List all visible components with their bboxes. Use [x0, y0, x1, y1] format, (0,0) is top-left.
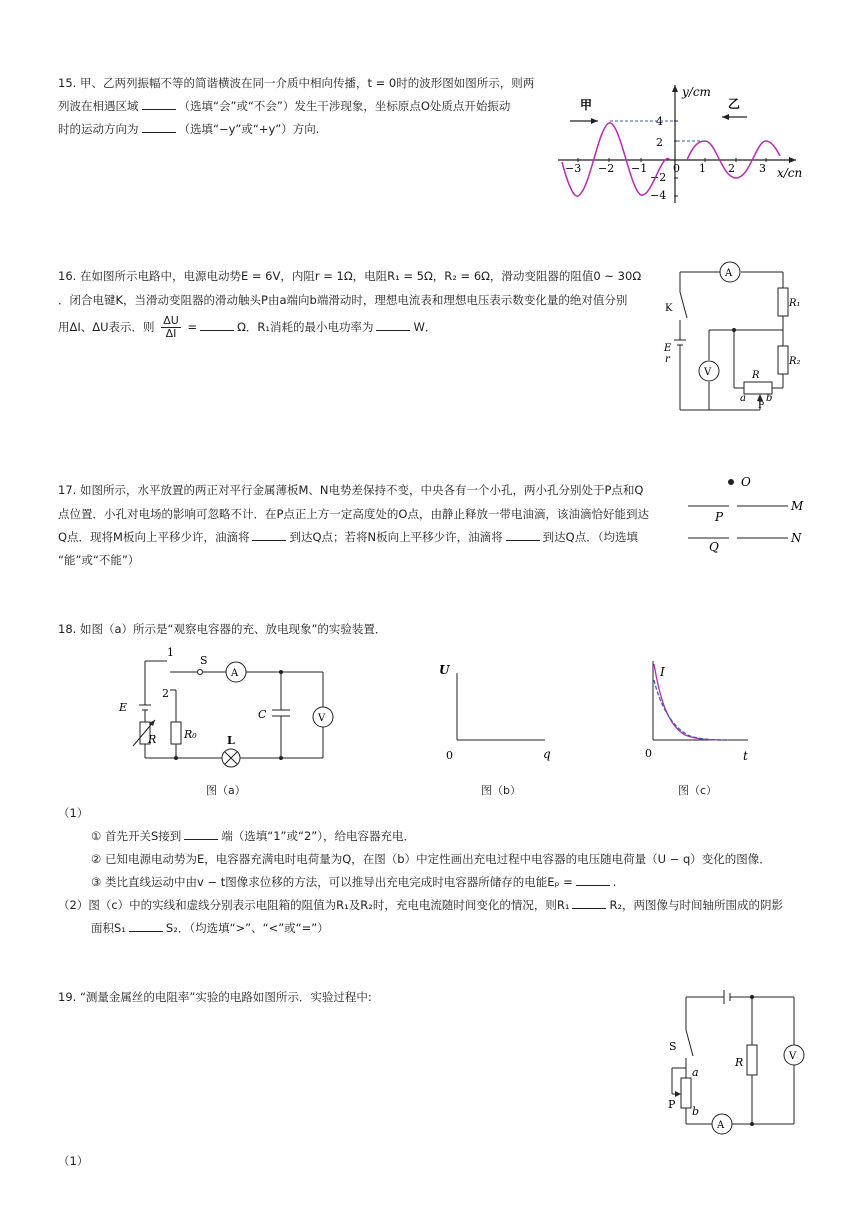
svg-text:P: P: [668, 1098, 676, 1111]
answer-blank[interactable]: [576, 875, 610, 886]
svg-text:Q: Q: [709, 540, 719, 554]
q15-line2: 列波在相遇区域 （选填“会”或“不会”）发生干涉现象，坐标原点O处质点开始振动: [58, 99, 511, 113]
svg-text:I: I: [660, 665, 665, 679]
wave-yi-label: 乙: [728, 97, 741, 111]
svg-text:R: R: [752, 370, 760, 381]
svg-text:q: q: [543, 747, 551, 761]
svg-text:−4: −4: [650, 189, 667, 202]
svg-text:1: 1: [167, 646, 174, 659]
q16-circuit-figure: [660, 260, 810, 415]
svg-text:4: 4: [656, 115, 663, 128]
q19-part1-label: （1）: [58, 1154, 89, 1168]
svg-text:2: 2: [728, 162, 735, 175]
slider-arrow-icon: [675, 1091, 681, 1097]
svg-text:−3: −3: [565, 162, 582, 175]
svg-text:R: R: [148, 733, 157, 746]
answer-blank[interactable]: [376, 320, 410, 331]
svg-text:t: t: [743, 749, 748, 763]
q19-circuit-figure: [660, 985, 810, 1135]
q18-graph-b: [435, 655, 560, 765]
svg-text:R₂: R₂: [789, 356, 801, 367]
origin-label: 0: [673, 162, 680, 175]
svg-text:b: b: [766, 393, 773, 404]
answer-blank[interactable]: [506, 530, 540, 541]
answer-blank[interactable]: [129, 921, 163, 932]
q16-line3: 用ΔI、ΔU表示．则 $\frac{\Delta U}{\Delta I}$ = Ω．R₁消耗的最小电功率为 W．: [58, 314, 437, 340]
svg-text:A: A: [725, 268, 733, 279]
svg-text:V: V: [789, 1051, 797, 1062]
answer-blank[interactable]: [184, 829, 218, 840]
fraction-denominator: ΔI: [165, 327, 177, 340]
svg-text:E: E: [119, 701, 128, 714]
current-curve-solid: [654, 664, 728, 740]
q15-line1: 15. 甲、乙两列振幅不等的简谐横波在同一介质中相向传播，t = 0时的波形图如图所示，则两: [58, 76, 535, 90]
svg-text:2: 2: [162, 687, 169, 700]
svg-text:3: 3: [759, 162, 766, 175]
svg-text:R: R: [735, 1056, 744, 1069]
svg-text:N: N: [791, 531, 802, 545]
q19-line1: 19. “测量金属丝的电阻率”实验的电路如图所示．实验过程中:: [58, 990, 372, 1004]
figure-b-caption: 图（b）: [481, 784, 521, 797]
svg-text:b: b: [692, 1105, 700, 1118]
svg-text:−1: −1: [631, 162, 648, 175]
svg-text:O: O: [741, 475, 751, 489]
svg-text:P: P: [715, 510, 724, 524]
fraction-numerator: ΔU: [163, 314, 179, 327]
q18-step2: ② 已知电源电动势为E，电容器充满电时电荷量为Q，在图（b）中定性画出充电过程中电容器的电压随电荷量（U − q）变化的图像．: [91, 852, 771, 866]
figure-c-caption: 图（c）: [678, 784, 718, 797]
current-curve-dashed: [654, 680, 728, 740]
q17-line4: “能”或“不能”）: [58, 553, 140, 567]
y-axis-label: y/cm: [682, 85, 711, 99]
svg-text:A: A: [231, 668, 239, 679]
q17-line2: 点位置．小孔对电场的影响可忽略不计．在P点正上方一定高度处的O点，由静止释放一带电油滴，该油滴恰好能到达: [58, 507, 649, 521]
q15-wave-figure: [555, 80, 815, 205]
svg-text:L: L: [227, 734, 235, 747]
svg-text:1: 1: [699, 162, 706, 175]
q18-part2-cont: 面积S₁ S₂．（均选填“>”、“<”或“=”）: [91, 921, 329, 935]
svg-text:E: E: [664, 343, 672, 354]
svg-text:0: 0: [645, 747, 652, 760]
q15-line3: 时的运动方向为 （选填“−y”或“+y”）方向.: [58, 122, 320, 136]
svg-text:R₀: R₀: [184, 728, 197, 741]
q16-line2: ．闭合电键K，当滑动变阻器的滑动触头P由a端向b端滑动时，理想电流表和理想电压表示数变化量的绝对值分别: [58, 293, 628, 307]
svg-text:U: U: [439, 663, 450, 677]
svg-text:A: A: [717, 1120, 725, 1131]
svg-text:K: K: [665, 303, 673, 314]
svg-text:a: a: [692, 1066, 699, 1079]
svg-text:−2: −2: [650, 171, 667, 184]
answer-blank[interactable]: [200, 320, 234, 331]
svg-text:S: S: [669, 1040, 677, 1053]
svg-text:V: V: [318, 713, 326, 724]
point-o-icon: [728, 479, 734, 485]
x-axis-label: x/cn: [777, 166, 803, 180]
q18-part1-label: （1）: [58, 806, 89, 820]
svg-text:2: 2: [656, 136, 663, 149]
q18-step1: ① 首先开关S接到 端（选填“1”或“2”），给电容器充电．: [91, 829, 415, 843]
svg-text:R₁: R₁: [789, 298, 801, 309]
svg-text:S: S: [200, 654, 208, 667]
svg-text:P: P: [758, 401, 765, 411]
q17-line3: Q点．现将M板向上平移少许，油滴将 到达Q点；若将N板向上平移少许，油滴将 到达Q点．（均选填: [58, 530, 638, 544]
q17-line1: 17. 如图所示，水平放置的两正对平行金属薄板M、N电势差保持不变，中央各有一个小孔，两小孔分别处于P点和Q: [58, 483, 644, 497]
svg-text:0: 0: [446, 749, 453, 762]
wave-jia-label: 甲: [580, 98, 593, 112]
svg-text:r: r: [665, 354, 670, 365]
q16-line1: 16. 在如图所示电路中，电源电动势E = 6V，内阻r = 1Ω，电阻R₁ = 5Ω，R₂ = 6Ω，滑动变阻器的阻值0 ~ 30Ω: [58, 269, 642, 283]
q18-intro: 18. 如图（a）所示是“观察电容器的充、放电现象”的实验装置．: [58, 622, 387, 636]
svg-text:V: V: [704, 367, 712, 378]
svg-text:M: M: [791, 499, 804, 513]
svg-text:C: C: [258, 708, 267, 721]
q18-part2: （2）图（c）中的实线和虚线分别表示电阻箱的阻值为R₁及R₂时，充电电流随时间变化的情况，则R₁ R₂，两图像与时间轴所围成的阴影: [58, 898, 784, 912]
q17-plates-figure: [685, 470, 815, 555]
q18-step3: ③ 类比直线运动中由v − t图像求位移的方法，可以推导出充电完成时电容器所储存的电能Eₚ = .: [91, 875, 617, 889]
slider-arrow-icon: [757, 394, 763, 401]
answer-blank[interactable]: [142, 122, 176, 133]
q18-circuit-figure-a: [115, 645, 340, 770]
q18-graph-c: [640, 655, 765, 765]
answer-blank[interactable]: [252, 530, 286, 541]
figure-a-caption: 图（a）: [206, 784, 246, 797]
svg-text:−2: −2: [598, 162, 615, 175]
answer-blank[interactable]: [142, 99, 176, 110]
answer-blank[interactable]: [572, 898, 606, 909]
svg-text:a: a: [740, 393, 746, 404]
